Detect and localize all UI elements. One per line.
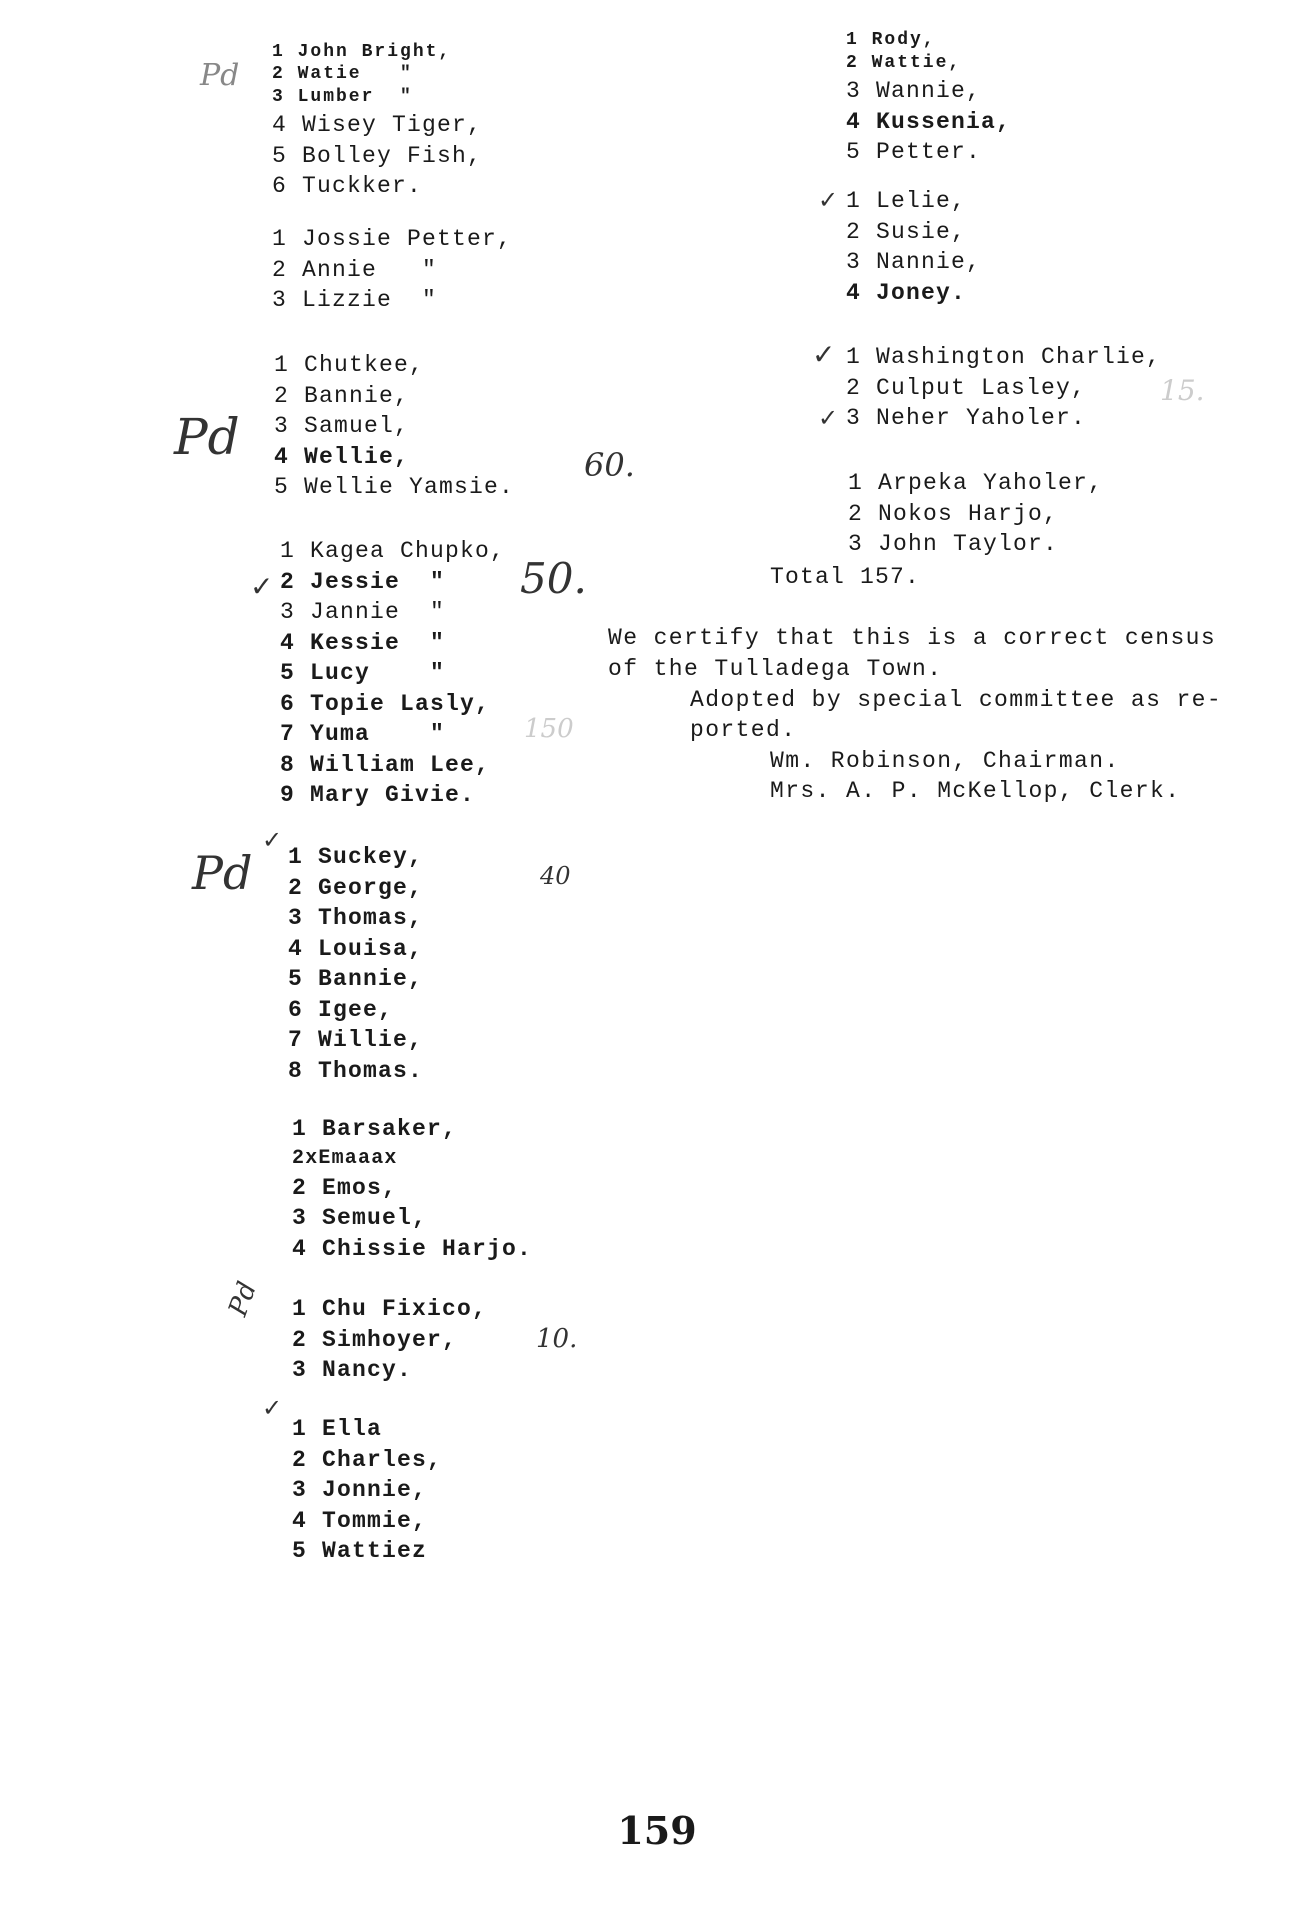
list-item: 2 Wattie,: [846, 53, 962, 73]
list-item: 3 Nancy.: [292, 1357, 413, 1383]
right-group-2: [846, 186, 981, 308]
list-item: 1 Rody,: [846, 30, 936, 50]
list-item: 4 Wisey Tiger,: [272, 112, 483, 138]
list-item: 1 Kagea Chupko,: [280, 538, 506, 564]
paid-annotation: Pd: [200, 58, 240, 93]
list-item: 2 Watie ": [272, 64, 413, 84]
check-mark-icon: ✓: [250, 570, 274, 603]
amount-annotation: 60.: [584, 446, 635, 484]
amount-annotation: 10.: [536, 1324, 578, 1354]
check-mark-icon: ✓: [812, 338, 836, 371]
amount-annotation: 50.: [520, 554, 587, 603]
list-item: 4 Louisa,: [288, 935, 424, 962]
certification-line-1: We certify that this is a correct census: [608, 625, 1217, 651]
list-item: 3 Semuel,: [292, 1205, 428, 1231]
list-item: 4 Kessie ": [280, 629, 446, 656]
list-item: 6 Topie Lasly,: [280, 690, 491, 717]
list-item: 5 Petter.: [846, 139, 982, 165]
list-item: 3 Lumber ": [272, 87, 413, 107]
list-item: 3 Jannie ": [280, 599, 446, 625]
certification-line-2: of the Tulladega Town.: [608, 656, 943, 682]
list-item: 8 William Lee,: [280, 751, 491, 778]
left-group-6: [292, 1114, 532, 1264]
paid-annotation: Pd: [192, 846, 253, 900]
list-item: 3 Nannie,: [846, 249, 982, 275]
clerk-signature: Mrs. A. P. McKellop, Clerk.: [770, 778, 1181, 804]
list-item: 3 Wannie,: [846, 78, 982, 104]
list-item: 1 Jossie Petter,: [272, 226, 513, 252]
list-item: 4 Joney.: [846, 279, 967, 306]
chairman-signature: Wm. Robinson, Chairman.: [770, 748, 1120, 774]
left-group-8: [292, 1414, 442, 1567]
list-item: 3 Lizzie ": [272, 287, 438, 313]
right-group-4: [848, 468, 1103, 560]
list-item: 3 Neher Yaholer.: [846, 405, 1087, 431]
list-item: 2 Culput Lasley,: [846, 374, 1087, 401]
list-item: 3 Thomas,: [288, 905, 424, 931]
list-item: 1 Arpeka Yaholer,: [848, 470, 1104, 496]
paid-annotation: Pd: [174, 408, 240, 466]
right-group-3: [846, 342, 1161, 434]
struck-line: 2xEmaaax: [292, 1146, 398, 1170]
left-group-7: [292, 1294, 487, 1386]
left-group-1: [272, 40, 482, 202]
list-item: 2 Charles,: [292, 1446, 443, 1473]
left-group-4: [280, 536, 505, 811]
list-item: 1 Washington Charlie,: [846, 344, 1162, 370]
list-item: 2 George,: [288, 874, 424, 901]
paid-annotation: Pd: [223, 1277, 264, 1321]
amount-annotation: 15.: [1160, 374, 1205, 407]
list-item: 4 Tommie,: [292, 1507, 428, 1534]
list-item: 2 Simhoyer,: [292, 1326, 458, 1353]
list-item: 2 Emos,: [292, 1174, 398, 1201]
list-item: 7 Willie,: [288, 1027, 424, 1053]
check-mark-icon: ✓: [262, 1394, 283, 1422]
list-item: 1 Lelie,: [846, 188, 967, 214]
list-item: 3 John Taylor.: [848, 531, 1059, 557]
left-group-5: [288, 842, 423, 1086]
list-item: 7 Yuma ": [280, 721, 446, 747]
list-item: 4 Chissie Harjo.: [292, 1235, 533, 1262]
list-item: 1 Chu Fixico,: [292, 1296, 488, 1322]
census-total: Total 157.: [770, 564, 921, 590]
list-item: 5 Wattiez: [292, 1538, 428, 1564]
list-item: 1 John Bright,: [272, 42, 452, 62]
list-item: 5 Bolley Fish,: [272, 142, 483, 169]
left-group-2: [272, 224, 512, 316]
check-mark-icon: ✓: [818, 404, 839, 432]
list-item: 2 Nokos Harjo,: [848, 500, 1059, 527]
adoption-line-1: Adopted by special committee as re-: [690, 687, 1223, 713]
list-item: 2 Bannie,: [274, 382, 410, 409]
list-item: 1 Chutkee,: [274, 352, 425, 378]
list-item: 5 Wellie Yamsie.: [274, 474, 515, 500]
list-item: 5 Bannie,: [288, 966, 424, 992]
adoption-line-2: ported.: [690, 717, 797, 743]
page-number: 159: [617, 1808, 697, 1853]
check-mark-icon: ✓: [818, 186, 839, 214]
list-item: 5 Lucy ": [280, 660, 446, 686]
list-item: 1 Suckey,: [288, 844, 424, 870]
right-group-1: [846, 28, 1011, 168]
list-item: 6 Igee,: [288, 996, 394, 1023]
list-item: 2 Jessie ": [280, 568, 446, 595]
list-item: 4 Kussenia,: [846, 108, 1012, 135]
list-item: 2 Susie,: [846, 218, 967, 245]
list-item: 2 Annie ": [272, 256, 438, 283]
list-item: 3 Jonnie,: [292, 1477, 428, 1503]
list-item: 9 Mary Givie.: [280, 782, 476, 808]
list-item: 6 Tuckker.: [272, 173, 423, 199]
amount-annotation: 40: [540, 862, 571, 890]
amount-annotation: 150: [524, 714, 574, 744]
check-mark-icon: ✓: [262, 826, 283, 854]
left-group-3: [274, 350, 514, 503]
list-item: 8 Thomas.: [288, 1057, 424, 1084]
list-item: 4 Wellie,: [274, 443, 410, 470]
list-item: 1 Ella: [292, 1416, 383, 1442]
list-item: 3 Samuel,: [274, 413, 410, 439]
list-item: 1 Barsaker,: [292, 1116, 458, 1142]
